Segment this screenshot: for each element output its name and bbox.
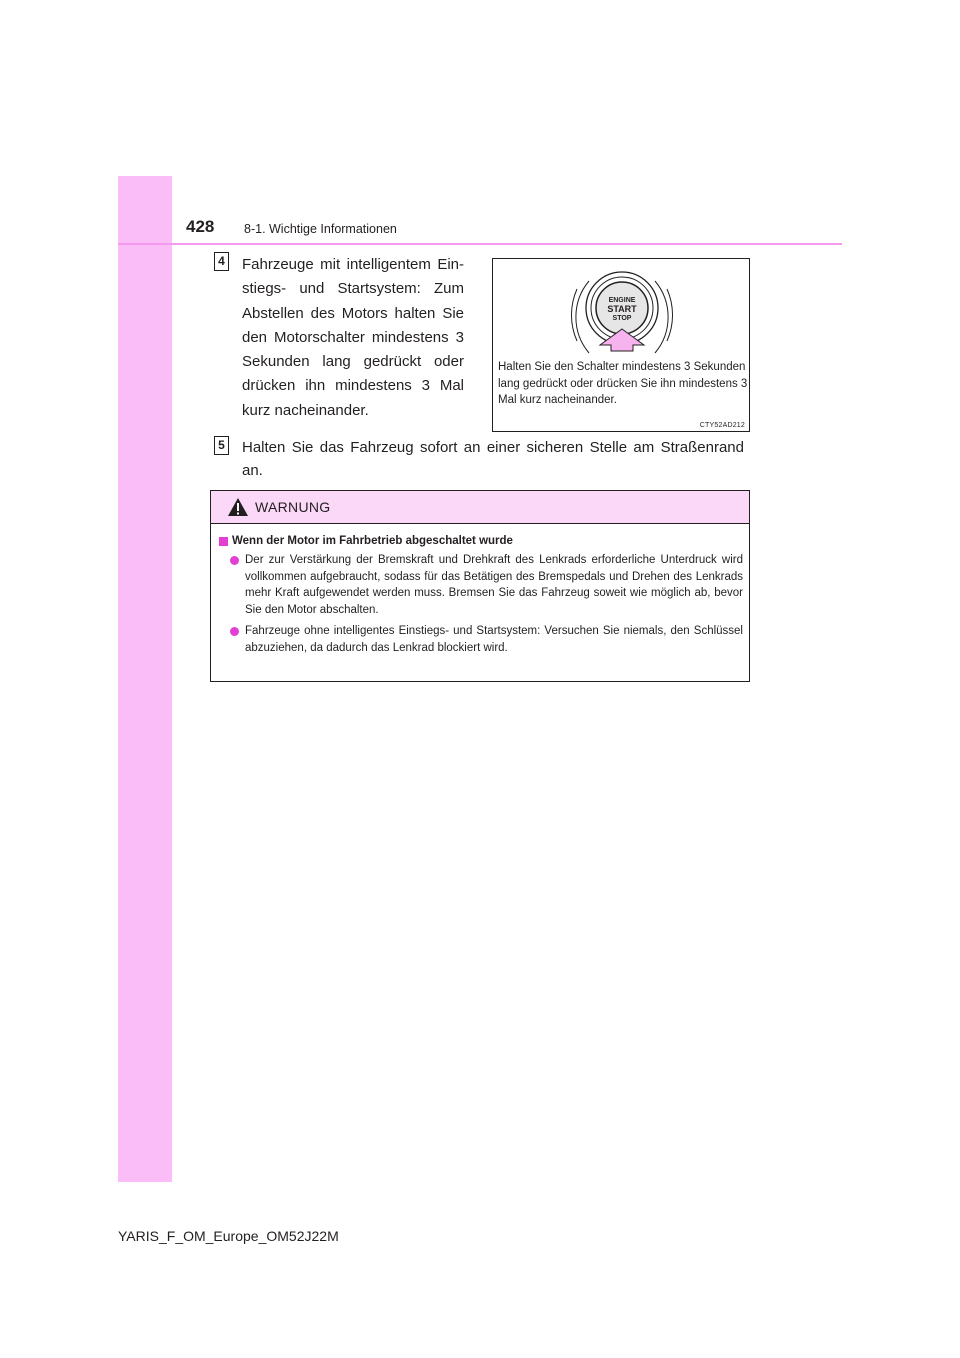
step-marker-4: 4 (214, 252, 229, 271)
step-4-text: Fahrzeuge mit intelligentem Einstiegs- und Startsystem: Zum Abstellen des Motors halten Sie den Motorschalter mindestens 3 Sekunden lang gedrückt oder drücken ihn mindestens 3 Mal kurz nacheinander. (242, 256, 464, 419)
warning-bullet: Fahrzeuge ohne intelligentes Einstiegs- und Startsystem: Versuchen Sie niemals, den Schlüssel abzuziehen, da dadurch das Lenkrad blockiert wird. (219, 623, 743, 656)
warning-title: WARNUNG (255, 499, 331, 515)
page-number: 428 (186, 217, 215, 236)
warning-triangle-icon (227, 497, 249, 517)
step-marker-5: 5 (214, 436, 229, 455)
button-label-stop: STOP (612, 315, 632, 322)
header-divider (118, 243, 842, 245)
chapter-sidebar-tab (118, 176, 172, 1182)
warning-body (219, 535, 743, 661)
engine-switch-figure (492, 258, 750, 432)
warning-header (211, 491, 749, 524)
warning-bullet: Der zur Verstärkung der Bremskraft und Drehkraft des Lenkrads erforderliche Unterdruck wird vollkommen aufgebraucht, sodass für das Betätigen des Bremspedals und Drehen des Lenkrads mehr Kraft aufgewendet werden muss. Bremsen Sie das Fahrzeug soweit wie möglich ab, bevor Sie den Motor abschalten. (219, 552, 743, 618)
warning-subheading: Wenn der Motor im Fahrbetrieb abgeschaltet wurde (219, 535, 743, 547)
figure-caption: Halten Sie den Schalter mindestens 3 Sekunden lang gedrückt oder drücken Sie ihn mindestens 3 Mal kurz nacheinander. (498, 361, 748, 406)
button-label-engine: ENGINE (608, 297, 636, 304)
button-label-start: START (607, 304, 637, 314)
figure-code: CTY52AD212 (699, 422, 745, 429)
circle-bullet-icon (230, 556, 239, 565)
section-title: 8-1. Wichtige Informationen (244, 222, 397, 236)
document-code: YARIS_F_OM_Europe_OM52J22M (118, 1228, 339, 1244)
step-5-text: Halten Sie das Fahrzeug sofort an einer sicheren Stelle am Straßenrand an. (242, 439, 744, 479)
circle-bullet-icon (230, 627, 239, 636)
warning-box (210, 490, 750, 682)
square-bullet-icon (219, 537, 228, 546)
